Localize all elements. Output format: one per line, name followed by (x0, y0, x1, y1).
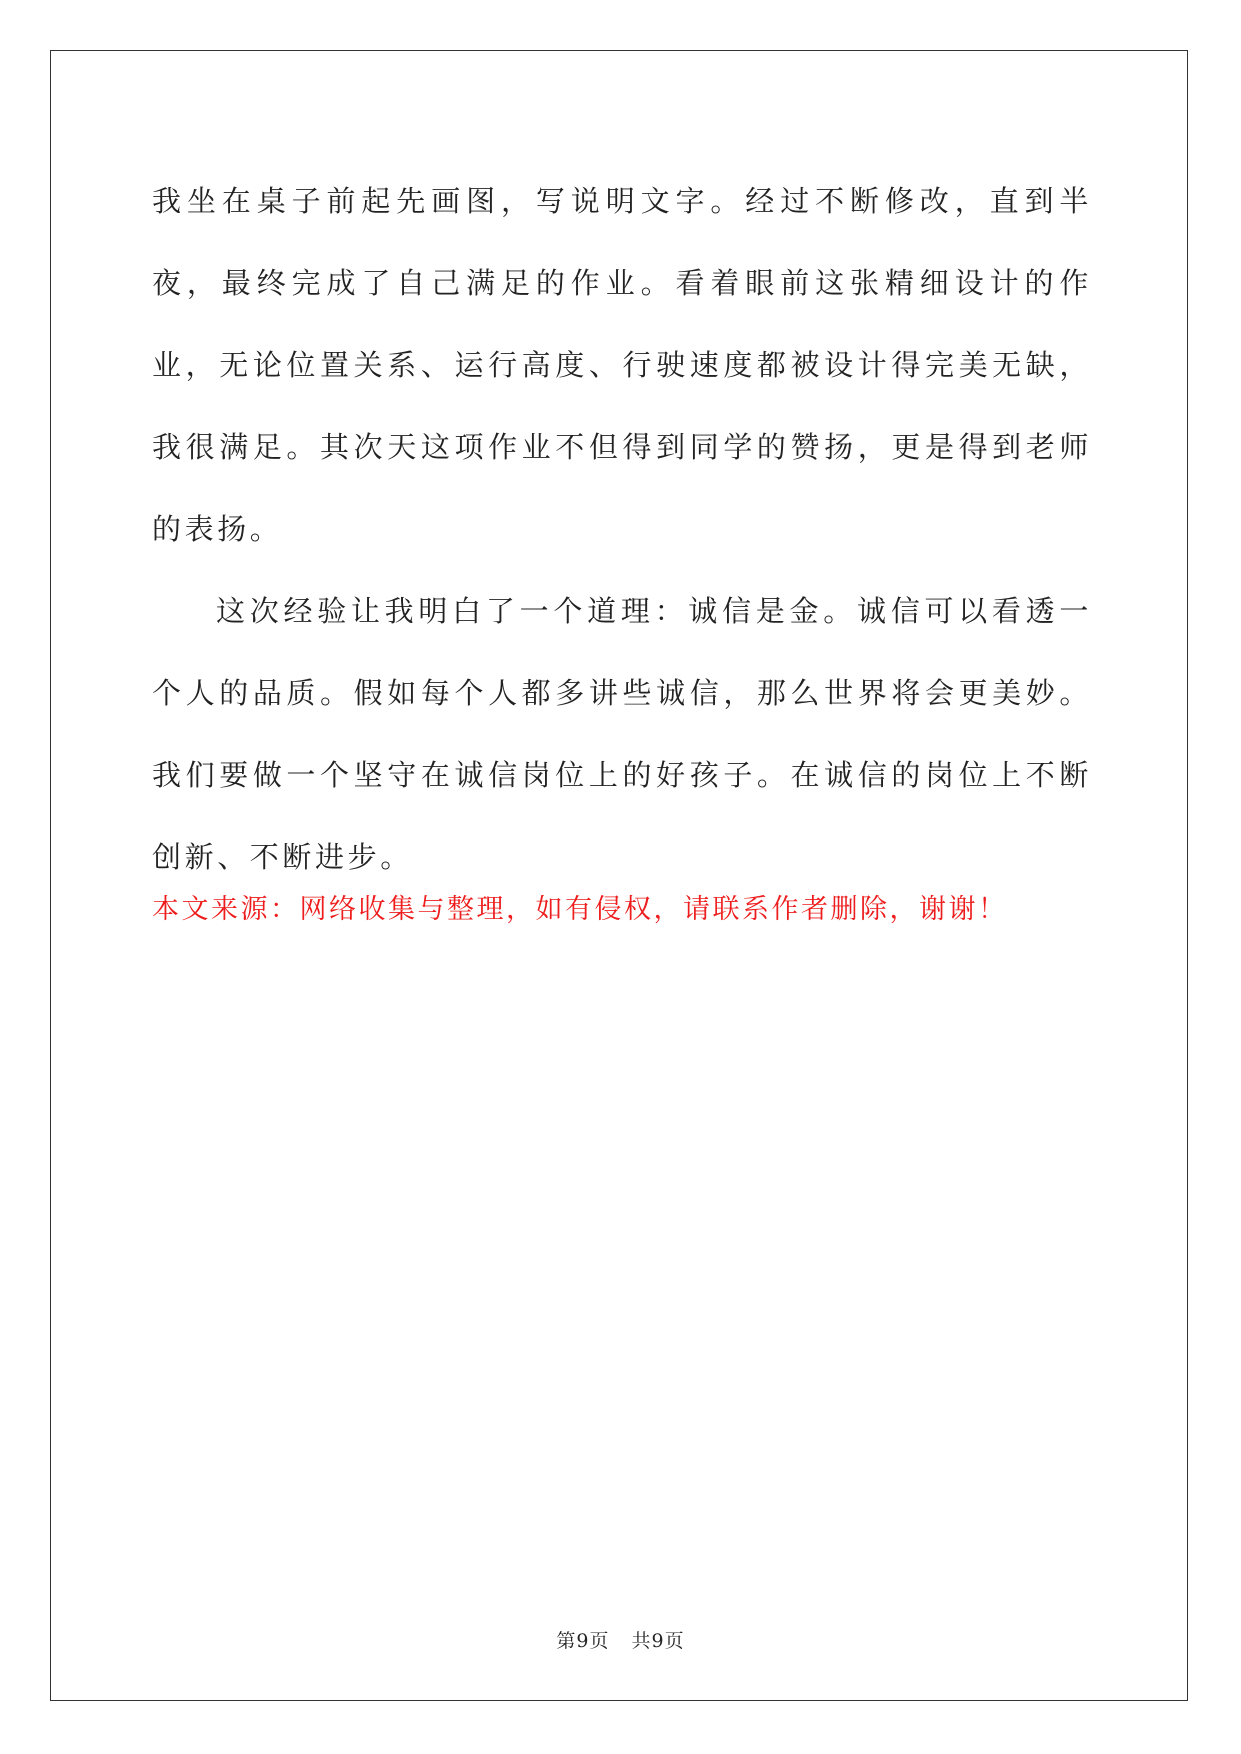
source-notice: 本文来源：网络收集与整理，如有侵权，请联系作者删除，谢谢！ (152, 894, 1008, 925)
paragraph-2: 这次经验让我明白了一个道理：诚信是金。诚信可以看透一个人的品质。假如每个人都多讲些诚信，那么世界将会更美妙。我们要做一个坚守在诚信岗位上的好孩子。在诚信的岗位上不断创新、不断进步。 (152, 594, 1092, 874)
page-total: 共9页 (631, 1630, 685, 1652)
page-footer (0, 1626, 1241, 1653)
document-body (152, 160, 1092, 898)
page-number: 第9页 (556, 1630, 610, 1652)
paragraph-1: 我坐在桌子前起先画图，写说明文字。经过不断修改，直到半夜，最终完成了自己满足的作业。看着眼前这张精细设计的作业，无论位置关系、运行高度、行驶速度都被设计得完美无缺，我很满足。其次天这项作业不但得到同学的赞扬，更是得到老师的表扬。 (152, 184, 1092, 546)
